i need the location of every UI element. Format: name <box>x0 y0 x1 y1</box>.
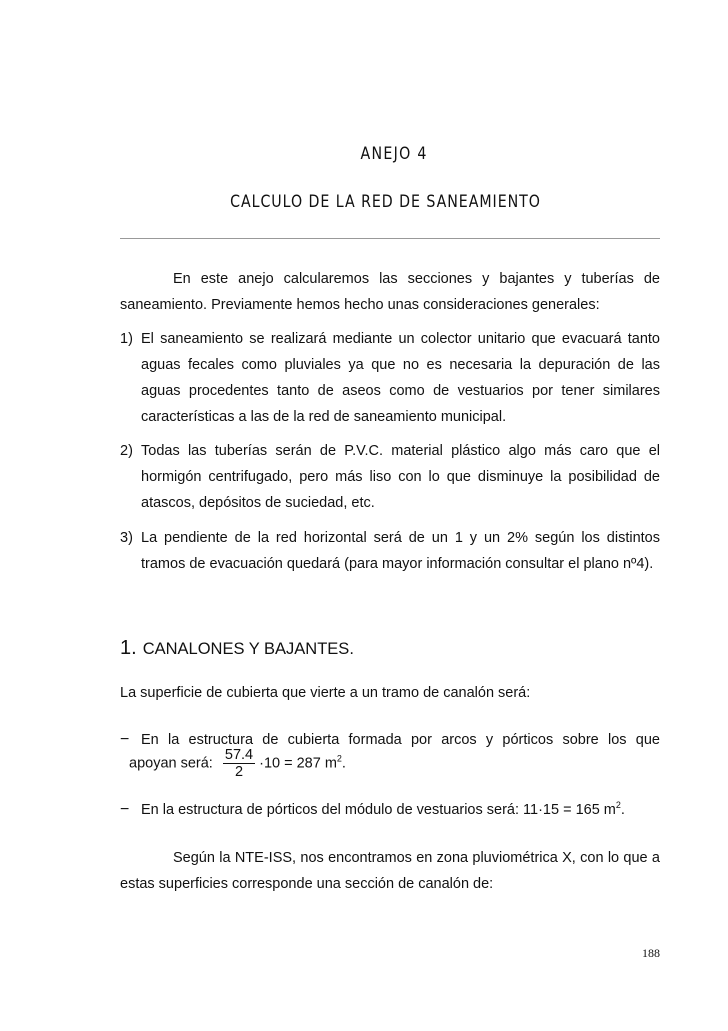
bullet-item <box>120 797 660 823</box>
fraction <box>223 747 255 780</box>
bullet-text-prefix: apoyan será: <box>129 755 213 772</box>
annex-subtitle: CALCULO DE LA RED DE SANEAMIENTO <box>230 192 541 211</box>
intro-paragraph: En este anejo calcularemos las secciones y bajantes y tuberías de saneamiento. Previamente hemos hecho unas consideraciones generales: <box>120 271 660 313</box>
formula-result: ·10 = 287 m <box>259 755 337 772</box>
bullet-text: En la estructura de pórticos del módulo de vestuarios será: 11·15 = 165 m <box>141 802 616 818</box>
list-item-text: Todas las tuberías serán de P.V.C. material plástico algo más caro que el hormigón centrifugado, pero más liso con lo que disminuye la posibilidad de atascos, depósitos de suciedad, etc. <box>141 443 660 511</box>
header-divider <box>120 238 660 239</box>
fraction-denominator: 2 <box>234 764 244 780</box>
lead-paragraph: La superficie de cubierta que vierte a un tramo de canalón será: <box>120 685 531 701</box>
list-item <box>120 525 660 577</box>
fraction-numerator: 57.4 <box>224 747 254 763</box>
bullet-item <box>120 727 660 780</box>
exponent: 2 <box>336 753 342 764</box>
exponent: 2 <box>615 800 621 810</box>
list-item <box>120 326 660 430</box>
list-item <box>120 438 660 516</box>
bullet-dash: − <box>120 731 130 748</box>
section-heading <box>120 637 354 660</box>
list-item-number: 3) <box>120 530 133 546</box>
list-item-text: La pendiente de la red horizontal será de un 1 y un 2% según los distintos tramos de evacuación quedará (para mayor información consultar el plano nº4). <box>141 530 660 572</box>
closing-paragraph: Según la NTE-ISS, nos encontramos en zona pluviométrica X, con lo que a estas superficies corresponde una sección de canalón de: <box>120 850 660 892</box>
bullet-dash: − <box>120 801 130 818</box>
page-number: 188 <box>642 946 660 960</box>
list-item-text: El saneamiento se realizará mediante un colector unitario que evacuará tanto aguas fecales como pluviales ya que no es necesaria la depuración de las aguas procedentes tanto de aseos como de vestuarios por tener similares características a las de la red de saneamiento municipal. <box>141 331 660 425</box>
list-item-number: 2) <box>120 443 133 459</box>
bullet-end: . <box>620 802 625 818</box>
annex-title: ANEJO 4 <box>360 144 428 163</box>
section-title: CANALONES Y BAJANTES. <box>142 640 354 658</box>
formula-end: . <box>341 755 346 772</box>
list-item-number: 1) <box>120 331 133 347</box>
section-number: 1. <box>120 637 137 659</box>
bullet-text: En la estructura de cubierta formada por arcos y pórticos sobre los que <box>141 732 660 748</box>
